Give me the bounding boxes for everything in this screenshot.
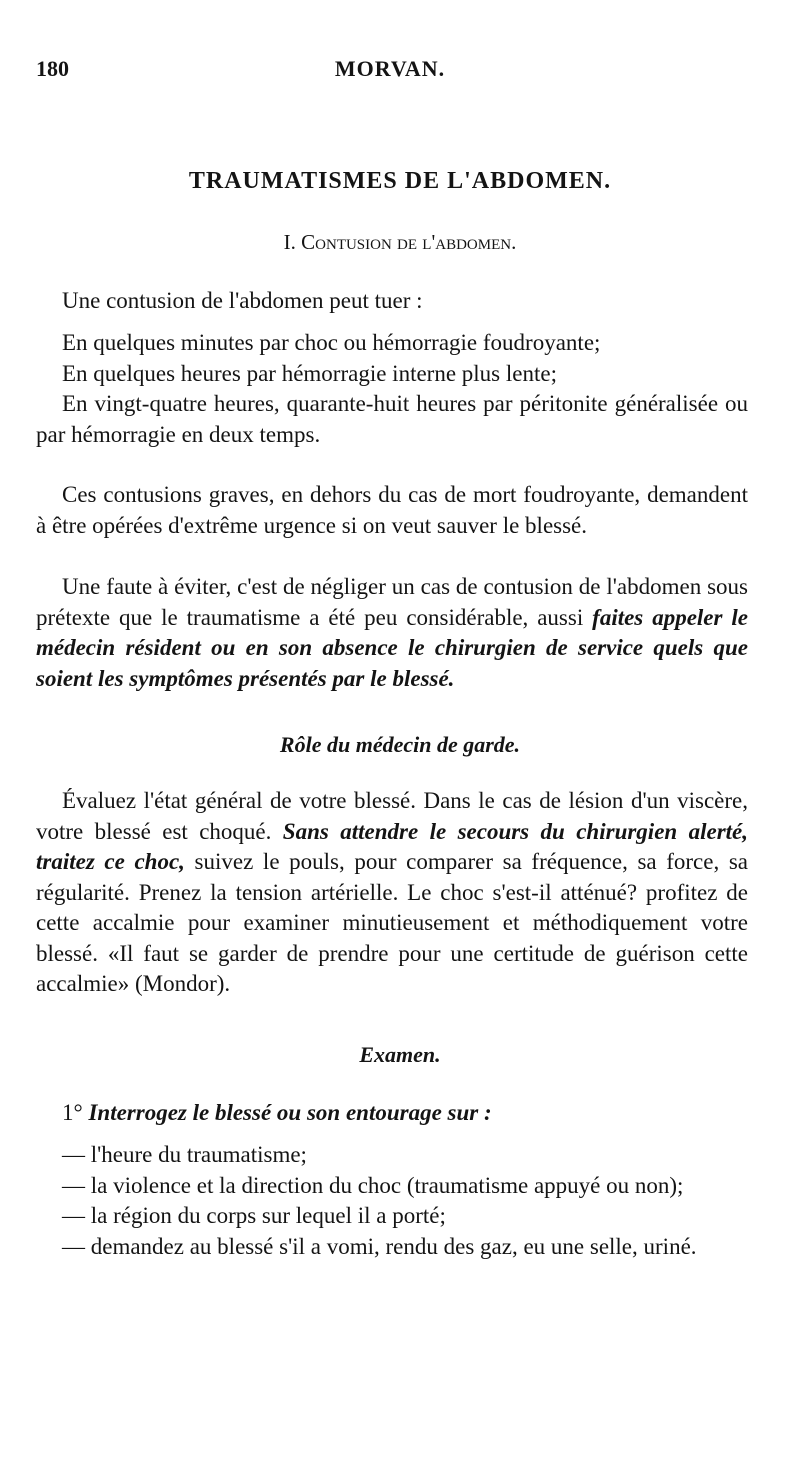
- subsection-title: [0, 230, 800, 255]
- paragraph-text: [36, 572, 748, 694]
- paragraph-graves: [36, 480, 748, 541]
- exam-step-label: Interrogez le blessé ou son entourage sur :: [88, 1100, 492, 1125]
- exam-item: — la violence et la direction du choc (traumatisme appuyé ou non);: [62, 1172, 684, 1198]
- exam-item: — demandez au blessé s'il a vomi, rendu des gaz, eu une selle, uriné.: [62, 1233, 697, 1259]
- paragraph-faute: [36, 572, 748, 694]
- exam-step-number: 1°: [62, 1100, 83, 1125]
- running-title: MORVAN.: [334, 56, 446, 81]
- exam-items: [36, 1140, 748, 1262]
- page-header: [36, 56, 744, 90]
- intro-line: Une contusion de l'abdomen peut tuer :: [62, 288, 423, 313]
- role-paragraph: [36, 786, 748, 1000]
- paragraph-text: [36, 786, 748, 1000]
- exam-item: — l'heure du traumatisme;: [62, 1142, 307, 1167]
- exam-heading: Examen.: [359, 1042, 441, 1067]
- cause-item: En vingt-quatre heures, quarante-huit heures par péritonite généralisée ou par hémorragie en deux temps.: [36, 391, 748, 447]
- section-title: TRAUMATISMES DE L'ABDOMEN.: [188, 168, 612, 194]
- role-heading: Rôle du médecin de garde.: [279, 732, 521, 757]
- paragraph-plain: Une faute à éviter, c'est de négliger un cas de contusion de l'abdomen sous prétexte que le traumatisme a été peu considérable, aussi: [36, 574, 748, 630]
- exam-step-line: [36, 1098, 748, 1129]
- exam-item: — la région du corps sur lequel il a porté;: [62, 1203, 446, 1228]
- role-part-1: Évaluez l'état général de votre blessé. Dans le cas de lésion d'un viscère, votre blessé est choqué.: [36, 788, 748, 844]
- exam-step: [36, 1098, 748, 1129]
- causes-list: [36, 328, 748, 450]
- paragraph-text: Ces contusions graves, en dehors du cas de mort foudroyante, demandent à être opérées d'extrême urgence si on veut sauver le blessé.: [36, 482, 748, 538]
- page-number: 180: [36, 56, 69, 81]
- subsection-number: I.: [283, 230, 296, 254]
- subsection-label: Contusion de l'abdomen.: [301, 230, 517, 254]
- paragraph-italic: faites appeler le médecin résident ou en son absence le chirurgien de service quels que soient les symptômes présentés par le blessé.: [36, 604, 748, 691]
- role-part-2: suivez le pouls, pour comparer sa fréquence, sa force, sa régularité. Prenez la tension artérielle. Le choc s'est-il atténué? profitez de cette accalmie pour examiner minutieusement et méthodiquement votre blessé. «Il faut se garder de prendre pour une certitude de guérison cette accalmie» (Mondor).: [36, 849, 749, 996]
- cause-item: En quelques heures par hémorragie interne plus lente;: [62, 360, 557, 386]
- role-italic: Sans attendre le secours du chirurgien alerté, traitez ce choc,: [36, 818, 749, 874]
- cause-item: En quelques minutes par choc ou hémorragie foudroyante;: [62, 330, 601, 355]
- intro-text: [36, 286, 748, 317]
